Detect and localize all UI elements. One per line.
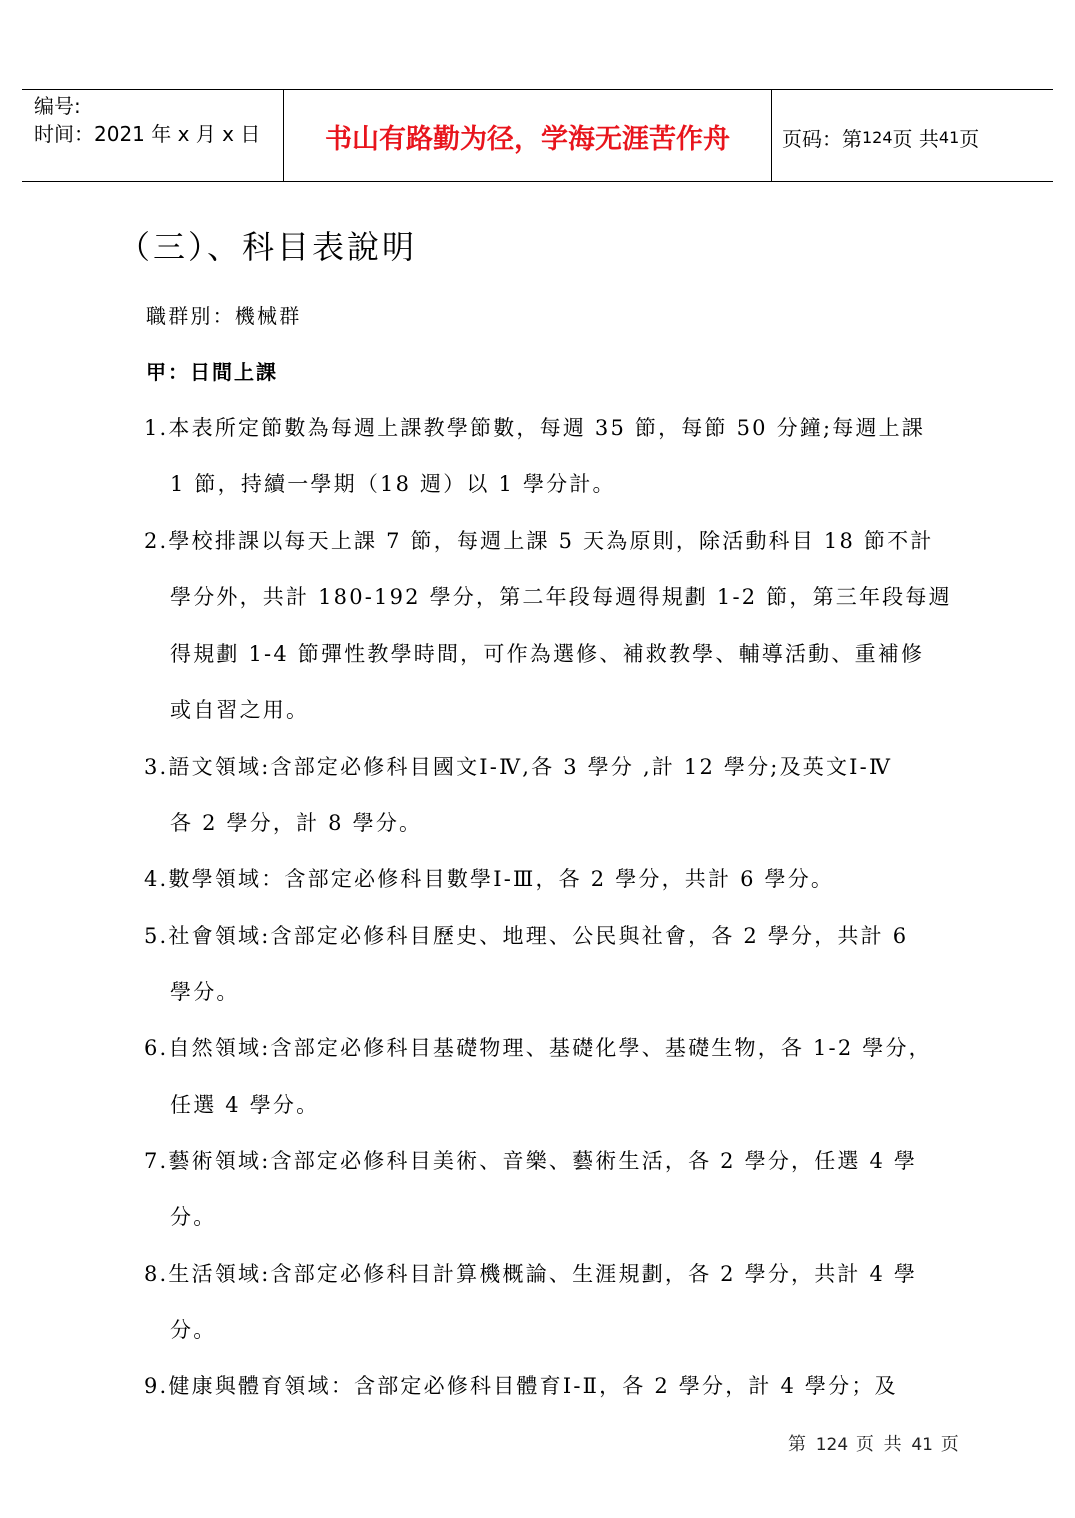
- header-page-info: [772, 90, 1053, 183]
- header-motto: 书山有路勤为径，学海无涯苦作舟: [284, 90, 772, 181]
- footer-mid: 页 共: [848, 1434, 912, 1455]
- footer-current: 124: [815, 1435, 849, 1455]
- page-info-mid: 页 共: [892, 127, 939, 151]
- list-item: 分。: [170, 1205, 217, 1229]
- date-text: 时间：2021 年 x 月 x 日: [34, 122, 261, 146]
- list-item: 學分。: [170, 980, 240, 1004]
- list-item: 各 2 學分，計 8 學分。: [170, 811, 423, 835]
- section-title: （三）、科目表說明: [118, 228, 418, 266]
- page-footer: [788, 1430, 961, 1456]
- list-item: 1.本表所定節數為每週上課教學節數，每週 35 節，每節 50 分鐘;每週上課: [144, 416, 926, 440]
- list-item: 9.健康與體育領域：含部定必修科目體育Ⅰ-Ⅱ，各 2 學分，計 4 學分；及: [144, 1374, 898, 1398]
- list-item: 任選 4 學分。: [170, 1093, 320, 1117]
- subheading: 甲：日間上課: [146, 360, 278, 384]
- footer-prefix: 第: [788, 1434, 816, 1455]
- list-item: 得規劃 1-4 節彈性教學時間，可作為選修、補救教學、輔導活動、重補修: [170, 642, 925, 666]
- list-item: 8.生活領域:含部定必修科目計算機概論、生涯規劃，各 2 學分，共計 4 學: [144, 1262, 918, 1286]
- page-total: 41: [938, 128, 960, 147]
- header-meta: [22, 90, 284, 181]
- list-item: 5.社會領域:含部定必修科目歷史、地理、公民與社會，各 2 學分，共計 6: [144, 924, 909, 948]
- page-header: [22, 89, 1053, 182]
- page-current: 124: [862, 128, 893, 147]
- list-item: 7.藝術領域:含部定必修科目美術、音樂、藝術生活，各 2 學分，任選 4 學: [144, 1149, 918, 1173]
- list-item: 6.自然領域:含部定必修科目基礎物理、基礎化學、基礎生物，各 1-2 學分，: [144, 1036, 932, 1060]
- list-item: 分。: [170, 1318, 217, 1342]
- code-label: 编号:: [34, 94, 81, 118]
- list-item: 學分外，共計 180-192 學分，第二年段每週得規劃 1-2 節，第三年段每週: [170, 585, 952, 609]
- list-item: 2.學校排課以每天上課 7 節，每週上課 5 天為原則，除活動科目 18 節不計: [144, 529, 934, 553]
- page-info-prefix: 页码：第: [782, 127, 862, 151]
- list-item: 或自習之用。: [170, 698, 310, 722]
- group-line: 職群別：機械群: [146, 304, 302, 328]
- list-item: 1 節，持續一學期（18 週）以 1 學分計。: [170, 472, 616, 496]
- page-info-suffix: 页: [959, 127, 980, 151]
- footer-suffix: 页: [933, 1434, 961, 1455]
- list-item: 3.語文領域:含部定必修科目國文Ⅰ-Ⅳ,各 3 學分 ,計 12 學分;及英文Ⅰ-Ⅳ: [144, 755, 893, 779]
- list-item: 4.數學領域：含部定必修科目數學Ⅰ-Ⅲ，各 2 學分，共計 6 學分。: [144, 867, 835, 891]
- footer-total: 41: [911, 1435, 933, 1455]
